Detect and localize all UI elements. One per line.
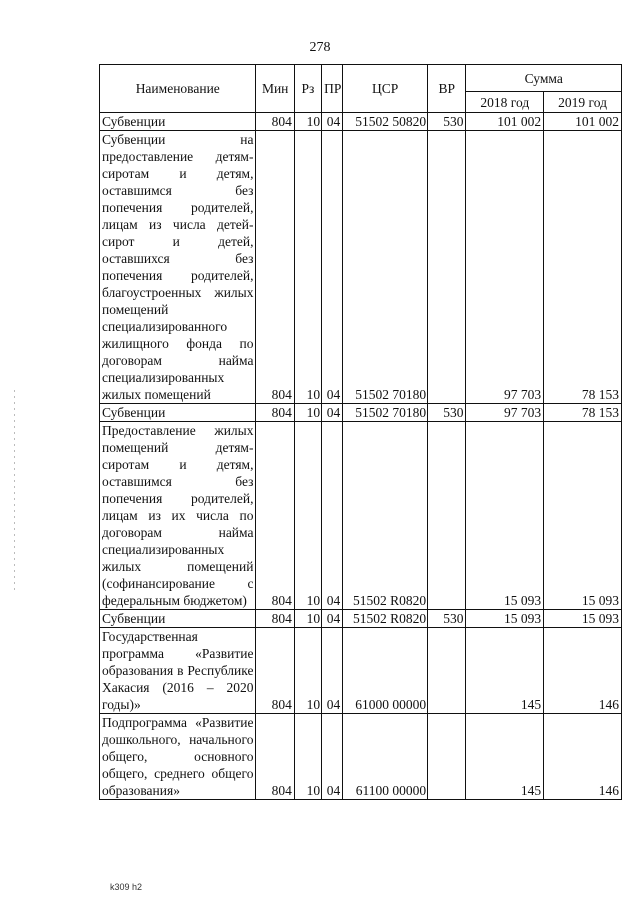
row-sum-2018: 15 093 bbox=[466, 610, 544, 628]
table-row bbox=[100, 422, 622, 610]
table-row bbox=[100, 113, 622, 131]
row-csr: 51502 R0820 bbox=[343, 610, 428, 628]
row-csr: 51502 50820 bbox=[343, 113, 428, 131]
row-csr: 51502 R0820 bbox=[343, 422, 428, 610]
header-sum: Сумма bbox=[466, 65, 622, 92]
table-row bbox=[100, 628, 622, 714]
row-name: Субвенции bbox=[100, 404, 256, 422]
header-vr: ВР bbox=[428, 65, 466, 113]
row-vr bbox=[428, 422, 466, 610]
row-sum-2018: 145 bbox=[466, 714, 544, 800]
header-year-2018: 2018 год bbox=[466, 92, 544, 113]
row-rz: 10 bbox=[294, 628, 321, 714]
row-min: 804 bbox=[256, 422, 294, 610]
scan-margin-marks bbox=[14, 390, 15, 590]
row-vr bbox=[428, 714, 466, 800]
header-rz: Рз bbox=[294, 65, 321, 113]
row-sum-2019: 146 bbox=[544, 714, 622, 800]
row-min: 804 bbox=[256, 131, 294, 404]
row-sum-2018: 97 703 bbox=[466, 404, 544, 422]
row-csr: 61000 00000 bbox=[343, 628, 428, 714]
row-sum-2019: 146 bbox=[544, 628, 622, 714]
row-name: Подпрограмма «Развитие дошкольного, начального общего, основного общего, среднего общего образования» bbox=[100, 714, 256, 800]
row-pr: 04 bbox=[322, 628, 343, 714]
row-rz: 10 bbox=[294, 131, 321, 404]
row-sum-2019: 78 153 bbox=[544, 131, 622, 404]
row-min: 804 bbox=[256, 714, 294, 800]
table-row bbox=[100, 404, 622, 422]
table-row bbox=[100, 610, 622, 628]
header-csr: ЦСР bbox=[343, 65, 428, 113]
header-row bbox=[100, 65, 622, 92]
row-vr: 530 bbox=[428, 610, 466, 628]
header-min: Мин bbox=[256, 65, 294, 113]
row-name: Предоставление жилых помещений детям-сиротам и детям, оставшимся без попечения родителей, лицам из их числа по договорам найма специализированных жилых помещений (софинансирование с федеральным бюджетом) bbox=[100, 422, 256, 610]
row-rz: 10 bbox=[294, 610, 321, 628]
row-sum-2019: 15 093 bbox=[544, 610, 622, 628]
table-row bbox=[100, 131, 622, 404]
row-vr bbox=[428, 628, 466, 714]
row-rz: 10 bbox=[294, 113, 321, 131]
row-pr: 04 bbox=[322, 131, 343, 404]
header-pr: ПР bbox=[322, 65, 343, 113]
row-rz: 10 bbox=[294, 422, 321, 610]
row-name: Субвенции на предоставление детям-сиротам и детям, оставшимся без попечения родителей, лицам из числа детей-сирот и детей, оставшихся без попечения родителей, благоустроенных жилых помещений специализированного жилищного фонда по договорам найма специализированных жилых помещений bbox=[100, 131, 256, 404]
table-row bbox=[100, 714, 622, 800]
row-name: Субвенции bbox=[100, 113, 256, 131]
footer-code: k309 h2 bbox=[110, 882, 143, 892]
budget-table bbox=[99, 64, 622, 800]
row-pr: 04 bbox=[322, 113, 343, 131]
row-csr: 51502 70180 bbox=[343, 404, 428, 422]
row-rz: 10 bbox=[294, 714, 321, 800]
row-min: 804 bbox=[256, 404, 294, 422]
row-rz: 10 bbox=[294, 404, 321, 422]
row-name: Государственная программа «Развитие образования в Республике Хакасия (2016 – 2020 годы)» bbox=[100, 628, 256, 714]
row-name: Субвенции bbox=[100, 610, 256, 628]
row-min: 804 bbox=[256, 628, 294, 714]
row-vr: 530 bbox=[428, 404, 466, 422]
row-pr: 04 bbox=[322, 714, 343, 800]
row-csr: 61100 00000 bbox=[343, 714, 428, 800]
row-csr: 51502 70180 bbox=[343, 131, 428, 404]
row-pr: 04 bbox=[322, 422, 343, 610]
row-sum-2018: 145 bbox=[466, 628, 544, 714]
row-pr: 04 bbox=[322, 404, 343, 422]
row-sum-2018: 97 703 bbox=[466, 131, 544, 404]
page-number: 278 bbox=[309, 40, 331, 55]
row-min: 804 bbox=[256, 113, 294, 131]
row-sum-2018: 101 002 bbox=[466, 113, 544, 131]
header-year-2019: 2019 год bbox=[544, 92, 622, 113]
row-sum-2019: 78 153 bbox=[544, 404, 622, 422]
row-min: 804 bbox=[256, 610, 294, 628]
row-sum-2018: 15 093 bbox=[466, 422, 544, 610]
row-vr: 530 bbox=[428, 113, 466, 131]
row-vr bbox=[428, 131, 466, 404]
row-sum-2019: 15 093 bbox=[544, 422, 622, 610]
row-sum-2019: 101 002 bbox=[544, 113, 622, 131]
row-pr: 04 bbox=[322, 610, 343, 628]
header-name: Наименование bbox=[100, 65, 256, 113]
